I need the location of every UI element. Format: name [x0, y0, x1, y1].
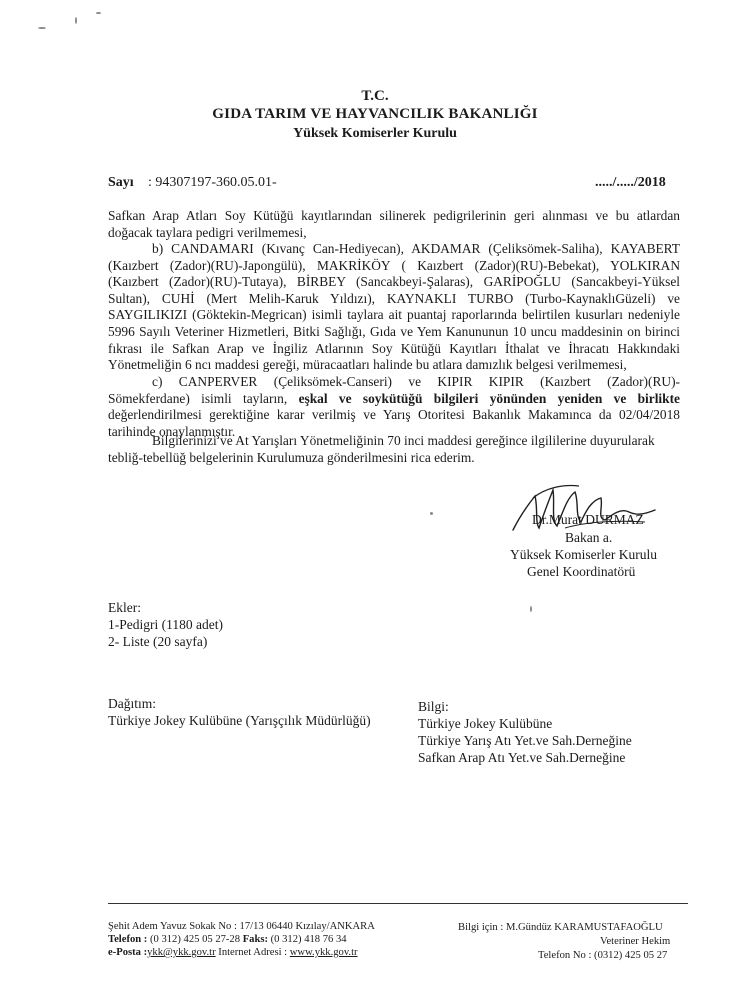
email-label: e-Posta : [108, 947, 148, 958]
text-line: SAYGILIKIZI (Göktekin-Megrican) isimli taylara ait puantaj raporlarında belirtilen kusurları nedeniyle [108, 307, 680, 323]
signature-name: Dr.Murat DURMAZ [532, 512, 644, 527]
info-item: Safkan Arap Atı Yet.ve Sah.Derneğine [418, 750, 626, 765]
footer-divider [108, 903, 688, 904]
header-ministry: GIDA TARIM VE HAYVANCILIK BAKANLIĞI [212, 106, 538, 122]
paragraph-b [108, 241, 680, 374]
text-line: doğacak taylara pedigri verilmemesi, [108, 224, 307, 240]
signature-role: Bakan a. [565, 530, 613, 545]
web-label: Internet Adresi : [215, 947, 290, 958]
text-line: Bilgilerinizi ve At Yarışları Yönetmeliğinin 70 inci maddesi gereğince ilgililerine duyurularak [152, 433, 655, 448]
scan-speck [38, 27, 46, 29]
footer-email-line [108, 947, 358, 960]
text-line: tarihinde onaylanmıştır. [108, 423, 236, 439]
text-line: Yönetmeliğin 6 ncı maddesi gereği, müracaatları halinde bu atlara damızlık belgesi verilmemesi, [108, 357, 627, 373]
web-link[interactable]: www.ykk.gov.tr [289, 947, 358, 958]
header-tc: T.C. [361, 88, 389, 104]
phone-label: Telefon : [108, 934, 148, 945]
attachments-label: Ekler: [108, 600, 141, 615]
distribution-label: Dağıtım: [108, 696, 156, 711]
phone-value: (0 312) 425 05 27-28 [147, 934, 243, 945]
text-segment-bold: eşkal ve soykütüğü bilgileri yönünden yeniden ve birlikte [298, 390, 680, 406]
text-line: Safkan Arap Atları Soy Kütüğü kayıtlarından silinerek pedigrilerinin geri alınması ve bu atlardan [108, 208, 680, 223]
ref-label: Sayı [108, 175, 134, 190]
footer-contact-phone: Telefon No : (0312) 425 05 27 [538, 950, 668, 961]
ref-date: ...../...../2018 [595, 175, 666, 190]
text-line: (Kaızbert (Zador)(RU)-Tutaya), BİRBEY (Sancakbeyi-Şalaras), GARİPOĞLU (Sancakbeyi-Yüksel [108, 274, 680, 290]
info-item: Türkiye Jokey Kulübüne [418, 716, 553, 731]
email-link[interactable]: ykk@ykk.gov.tr [147, 947, 216, 958]
info-item: Türkiye Yarış Atı Yet.ve Sah.Derneğine [418, 733, 632, 748]
footer-contact-title: Veteriner Hekim [600, 936, 671, 947]
attachment-item: 1-Pedigri (1180 adet) [108, 617, 223, 632]
text-line: tebliğ-tebellüğ belgelerinin Kurulumuza gönderilmesini rica ederim. [108, 449, 475, 465]
ref-number: : 94307197-360.05.01- [148, 175, 277, 190]
footer-contact: Bilgi için : M.Gündüz KARAMUSTAFAOĞLU [458, 922, 663, 933]
fax-value: (0 312) 418 76 34 [268, 934, 347, 945]
header-board: Yüksek Komiserler Kurulu [293, 126, 457, 141]
text-line: (Kaızbert (Zador)(RU)-Japongülü), MAKRİKÖY ( Kaızbert (Zador)(RU)-Bebekat), YOLKIRAN [108, 257, 680, 273]
text-line: 5996 Sayılı Veteriner Hizmetleri, Bitki Sağlığı, Gıda ve Yem Kanununun 10 uncu maddesinin on birinci [108, 323, 680, 339]
scan-speck [430, 512, 433, 515]
text-line [108, 391, 680, 408]
footer-address: Şehit Adem Yavuz Sokak No : 17/13 06440 Kızılay/ANKARA [108, 921, 375, 932]
signature-title: Genel Koordinatörü [527, 564, 636, 579]
text-line: değerlendirilmesi gerektiğine karar verilmiş ve Yarış Otoritesi Bakanlık Makamınca da 02/04/2018 [108, 407, 680, 423]
text-line: Sultan), CUHİ (Mert Melih-Karuk Yıldızı), KAYNAKLI TURBO (Turbo-KaynaklıGüzeli) ve [108, 290, 680, 306]
text-line: c) CANPERVER (Çeliksömek-Canseri) ve KIPIR KIPIR (Kaızbert (Zador)(RU)- [152, 374, 680, 389]
fax-label: Faks: [242, 934, 268, 945]
footer-phone-line [108, 934, 347, 947]
paragraph-intro [108, 208, 680, 241]
distribution-item: Türkiye Jokey Kulübüne (Yarışçılık Müdürlüğü) [108, 713, 371, 728]
scan-speck [96, 12, 101, 14]
attachment-item: 2- Liste (20 sayfa) [108, 634, 208, 649]
scan-speck [75, 17, 77, 24]
signature-org: Yüksek Komiserler Kurulu [510, 547, 657, 562]
text-segment: Sömekferdane) isimli tayların, [108, 390, 299, 406]
text-line: b) CANDAMARI (Kıvanç Can-Hediyecan), AKDAMAR (Çeliksömek-Saliha), KAYABERT [152, 241, 680, 256]
paragraph-closing [108, 433, 680, 466]
scan-speck [530, 606, 532, 612]
info-label: Bilgi: [418, 699, 449, 714]
paragraph-c [108, 374, 680, 440]
text-line: fıkrası ile Safkan Arap ve İngiliz Atlarının Soy Kütüğü Kayıtları İthalat ve İhracatı Hakkındaki [108, 340, 680, 356]
